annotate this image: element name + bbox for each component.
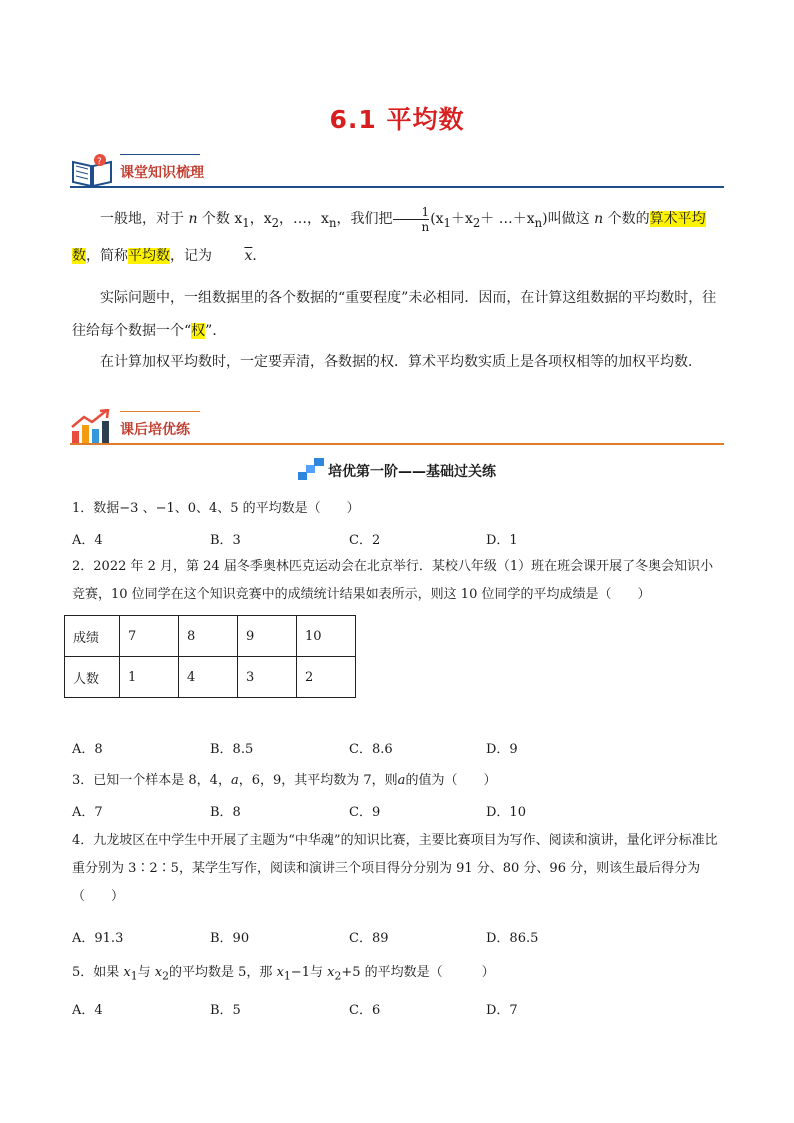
x-bar-symbol: $\overline{x}$ bbox=[244, 247, 253, 264]
question-3: 3．已知一个样本是 8，4，a，6，9，其平均数为 7，则a的值为（ ） bbox=[72, 773, 497, 788]
fraction-one-over-n: $\frac{1}{n}$ bbox=[393, 205, 429, 234]
option-d[interactable]: D．10 bbox=[486, 805, 526, 820]
section-header-practice bbox=[70, 409, 724, 445]
paragraph-definition: 一般地，对于 n 个数 $x_1$，$x_2$，…，$x_n$，我们把 $\frac{1}{n}$ ($x_1+x_2+$ $\dots+x_n$)叫做这 n 个数的算术平均数，简称平均数，记为 $\overline{x}$． bbox=[72, 203, 724, 273]
question-2: 2．2022 年 2 月，第 24 届冬季奥林匹克运动会在北京举行．某校八年级（1）班在班会课开展了冬奥会知识小竞赛，10 位同学在这个知识竞赛中的成绩统计结果如表所示，则这 10 位同学的平均成绩是（ ） bbox=[72, 559, 714, 602]
table-cell: 人数 bbox=[65, 657, 120, 698]
section-title: 课堂知识梳理 bbox=[120, 165, 204, 181]
question-2-options bbox=[72, 738, 672, 756]
paragraph-weighted-mean: 在计算加权平均数时，一定要弄清，各数据的权．算术平均数实质上是各项权相等的加权平均数． bbox=[100, 354, 702, 370]
option-a[interactable]: A．8 bbox=[72, 742, 103, 757]
option-b[interactable]: B．90 bbox=[210, 931, 250, 946]
option-b[interactable]: B．8.5 bbox=[210, 742, 254, 757]
question-5: 5．如果 $x_1$与 $x_2$的平均数是 5，那 $x_1-1$与 $x_2+5$ 的平均数是（ ） bbox=[72, 965, 495, 983]
option-b[interactable]: B．3 bbox=[210, 533, 241, 548]
table-row bbox=[65, 616, 356, 657]
question-5-options bbox=[72, 999, 672, 1017]
option-a[interactable]: A．7 bbox=[72, 805, 103, 820]
table-cell: 7 bbox=[120, 616, 179, 657]
section-header-knowledge bbox=[70, 152, 724, 188]
option-d[interactable]: D．7 bbox=[486, 1003, 518, 1018]
highlight-mean: 平均数 bbox=[128, 247, 170, 264]
option-c[interactable]: C．89 bbox=[349, 931, 389, 946]
table-cell: 8 bbox=[179, 616, 238, 657]
book-icon bbox=[70, 152, 114, 188]
table-cell: 成绩 bbox=[65, 616, 120, 657]
section-bottom-rule bbox=[70, 443, 724, 445]
option-d[interactable]: D．9 bbox=[486, 742, 518, 757]
option-b[interactable]: B．5 bbox=[210, 1003, 241, 1018]
highlight-weight: 权 bbox=[191, 323, 206, 339]
option-d[interactable]: D．1 bbox=[486, 533, 518, 548]
question-1: 1．数据−3 、−1、0、4、5 的平均数是（ ） bbox=[72, 501, 360, 516]
question-3-options bbox=[72, 801, 672, 819]
table-cell: 3 bbox=[238, 657, 297, 698]
option-c[interactable]: C．9 bbox=[349, 805, 381, 820]
question-1-options bbox=[72, 529, 672, 547]
option-d[interactable]: D．86.5 bbox=[486, 931, 539, 946]
practice-subtitle: 培优第一阶——基础过关练 bbox=[0, 458, 794, 481]
table-cell: 4 bbox=[179, 657, 238, 698]
section-top-rule bbox=[120, 154, 200, 155]
option-c[interactable]: C．2 bbox=[349, 533, 381, 548]
section-top-rule bbox=[120, 411, 200, 412]
table-row bbox=[65, 657, 356, 698]
svg-text:?: ? bbox=[97, 157, 102, 167]
highlight-arithmetic-mean: 算术平均数 bbox=[72, 211, 706, 264]
question-4-options bbox=[72, 927, 672, 945]
section-bottom-rule bbox=[70, 186, 724, 188]
option-c[interactable]: C．8.6 bbox=[349, 742, 393, 757]
option-c[interactable]: C．6 bbox=[349, 1003, 381, 1018]
table-cell: 2 bbox=[297, 657, 356, 698]
question-4: 4．九龙坡区在中学生中开展了主题为“中华魂”的知识比赛，主要比赛项目为写作、阅读和演讲，量化评分标准比重分别为 3∶2∶5，某学生写作，阅读和演讲三个项目得分分别为 91 分、80 分、96 分，则该生最后得分为（ ） bbox=[72, 833, 718, 904]
option-a[interactable]: A．4 bbox=[72, 1003, 103, 1018]
table-cell: 1 bbox=[120, 657, 179, 698]
section-title: 课后培优练 bbox=[120, 422, 190, 438]
table-cell: 10 bbox=[297, 616, 356, 657]
table-cell: 9 bbox=[238, 616, 297, 657]
page-title: 6.1 平均数 bbox=[329, 105, 465, 134]
stairs-icon bbox=[298, 458, 324, 480]
option-a[interactable]: A．4 bbox=[72, 533, 103, 548]
score-table bbox=[64, 615, 356, 698]
paragraph-weights: 实际问题中，一组数据里的各个数据的“重要程度”未必相同．因而，在计算这组数据的平均数时，往往给每个数据一个“权”． bbox=[72, 290, 717, 339]
option-b[interactable]: B．8 bbox=[210, 805, 241, 820]
option-a[interactable]: A．91.3 bbox=[72, 931, 124, 946]
bar-chart-icon bbox=[70, 409, 114, 445]
